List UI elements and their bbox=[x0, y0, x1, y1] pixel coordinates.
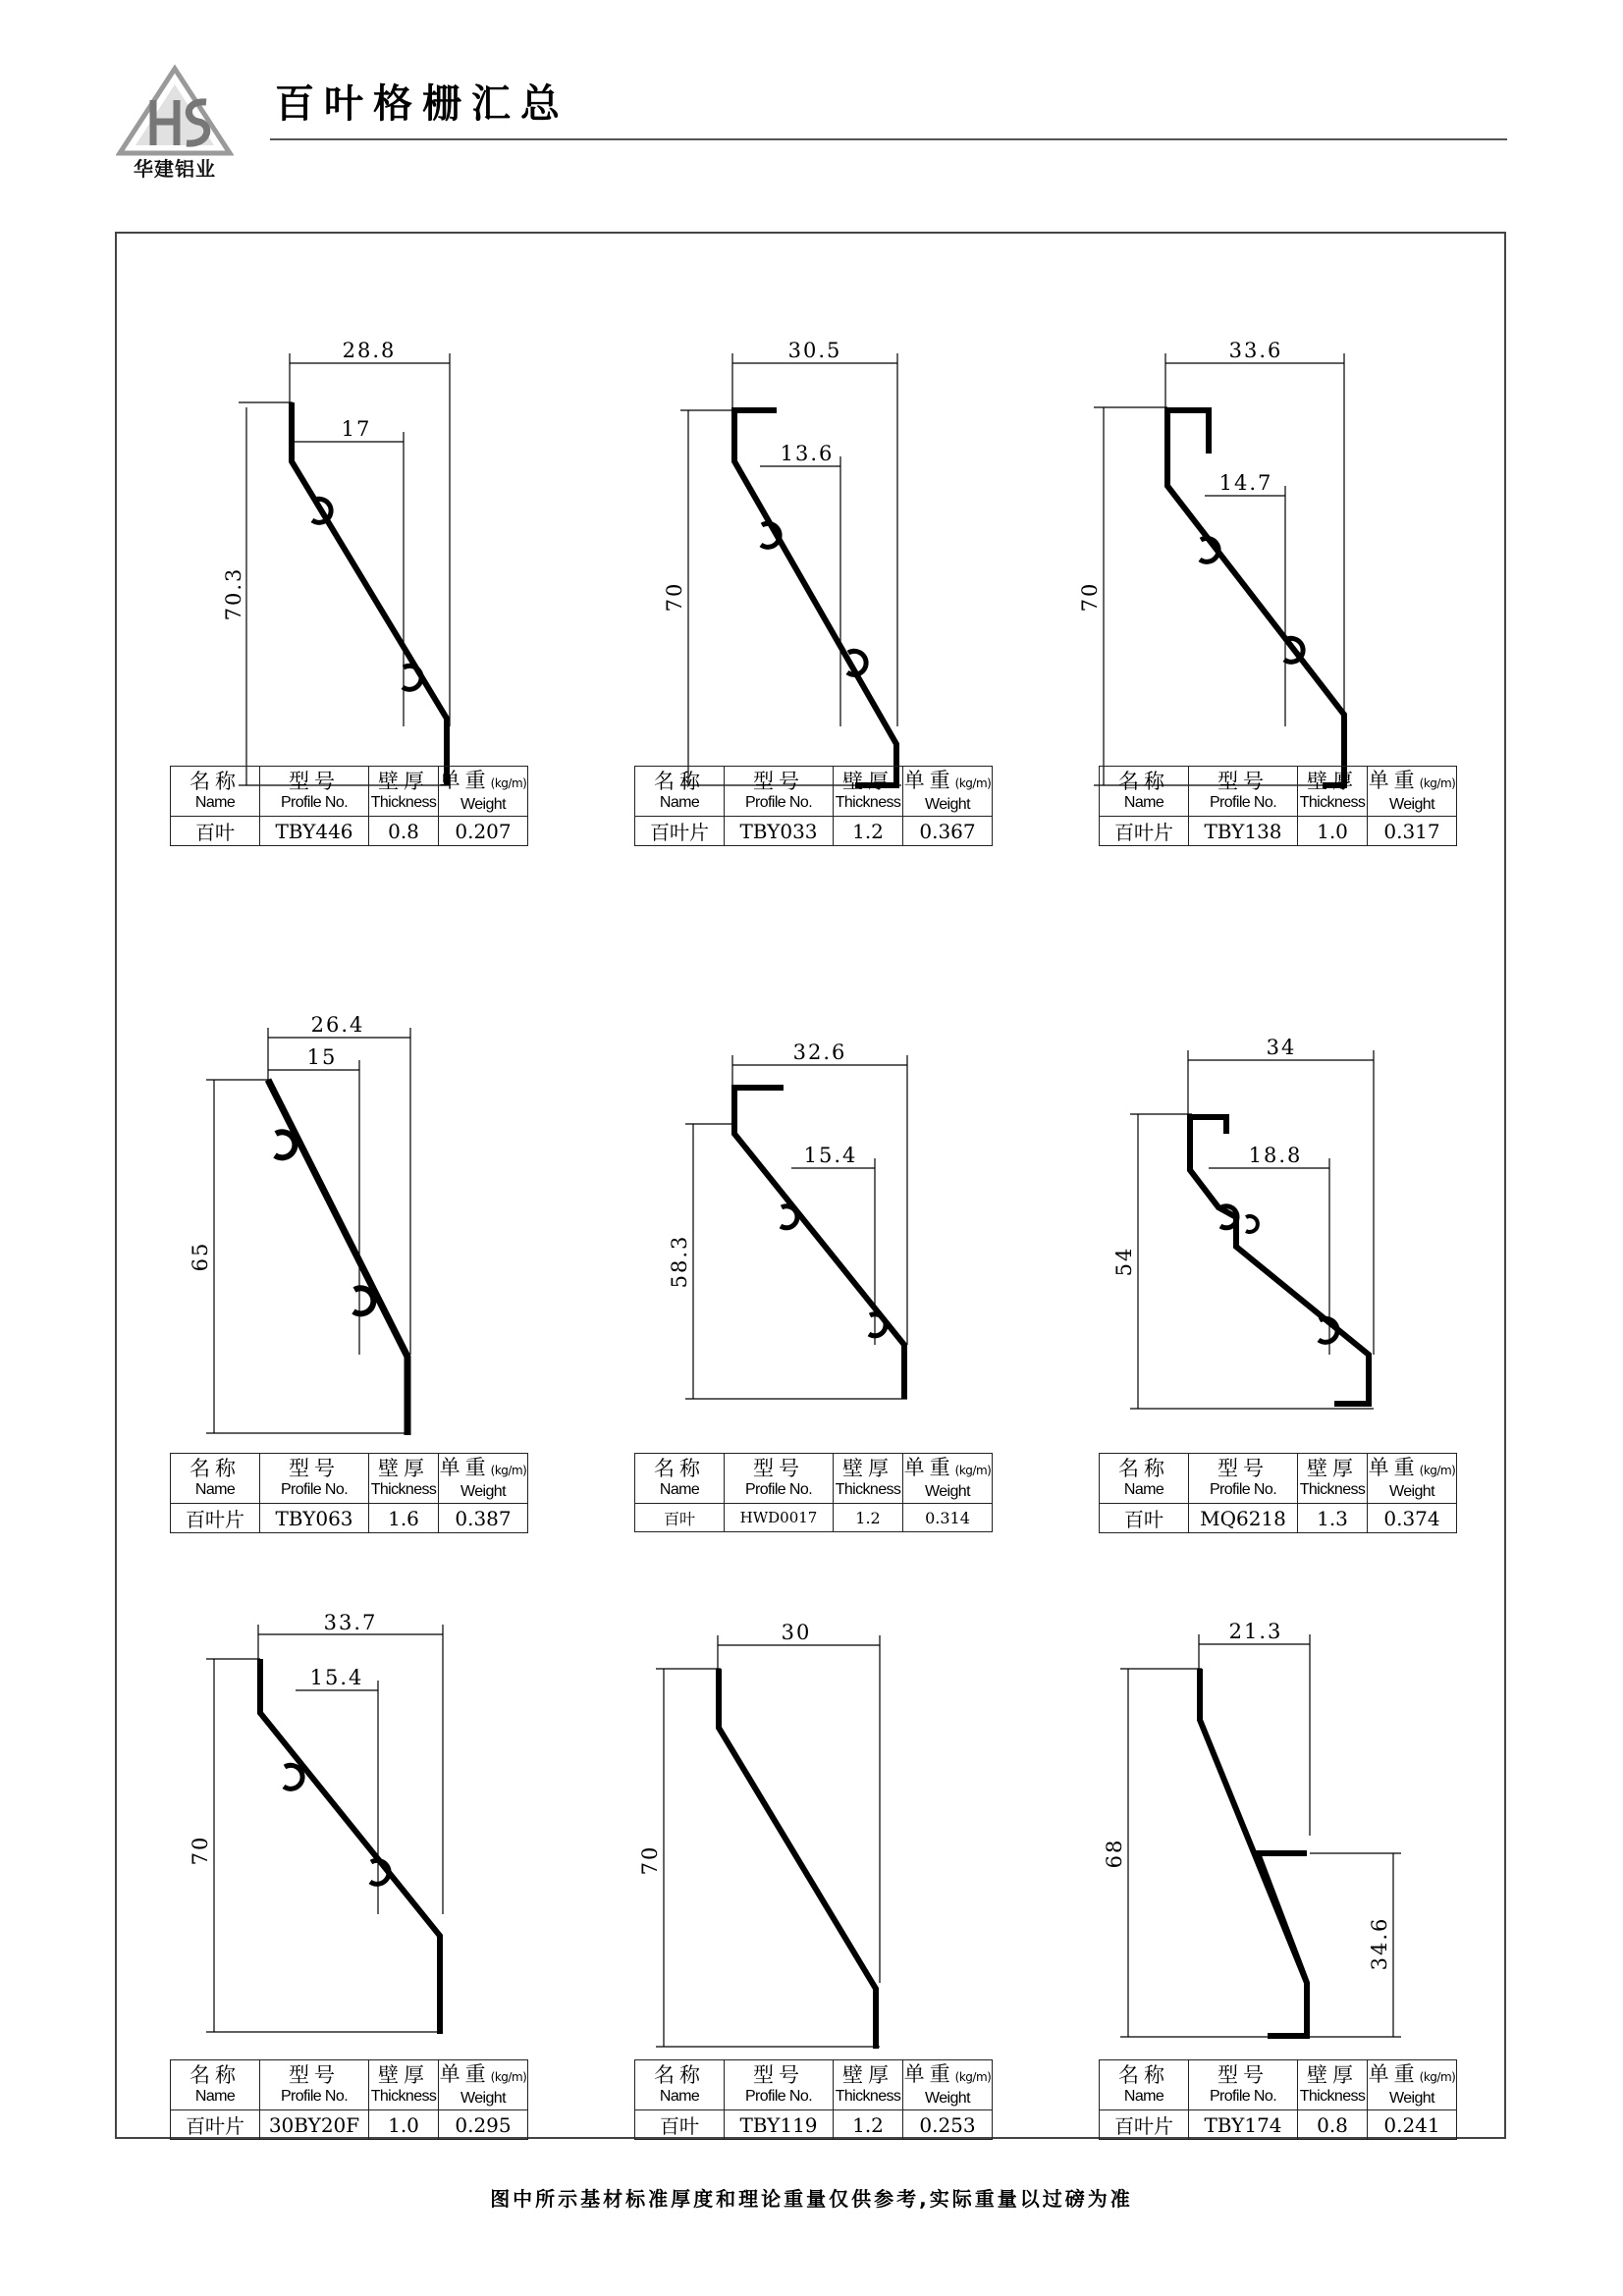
col-name-header: 名称 Name bbox=[635, 767, 725, 817]
dim-right: 34.6 bbox=[1368, 1916, 1391, 1971]
dim-height: 70 bbox=[663, 581, 686, 613]
cell-weight: 0.317 bbox=[1368, 817, 1457, 846]
cell-profile-no: TBY446 bbox=[260, 817, 369, 846]
cell-name: 百叶片 bbox=[171, 2110, 260, 2140]
cell-name: 百叶 bbox=[635, 1504, 725, 1532]
col-weight-header: 单重(kg/m) Weight bbox=[439, 2060, 528, 2110]
profile-drawing bbox=[634, 1021, 1066, 1414]
col-weight-header: 单重(kg/m) Weight bbox=[1368, 1454, 1457, 1504]
profile-drawing bbox=[1099, 1620, 1531, 2022]
cell-weight: 0.367 bbox=[903, 817, 993, 846]
col-profile-header: 型号 Profile No. bbox=[260, 1454, 369, 1504]
profile-drawing bbox=[1078, 334, 1531, 726]
col-thickness-header: 壁厚 Thickness bbox=[369, 2060, 439, 2110]
col-profile-header: 型号 Profile No. bbox=[725, 2060, 834, 2110]
col-thickness-header: 壁厚 Thickness bbox=[1298, 1454, 1368, 1504]
dim-width: 21.3 bbox=[1228, 1620, 1283, 1643]
col-weight-header: 单重(kg/m) Weight bbox=[439, 767, 528, 817]
cell-profile-no: TBY063 bbox=[260, 1504, 369, 1533]
cell-weight: 0.387 bbox=[439, 1504, 528, 1533]
col-name-header: 名称 Name bbox=[171, 2060, 260, 2110]
cell-name: 百叶片 bbox=[1100, 2110, 1189, 2140]
profile-card-tby033 bbox=[634, 334, 1066, 883]
dim-height: 70 bbox=[1078, 581, 1102, 613]
dim-height: 70 bbox=[189, 1835, 212, 1866]
spec-table bbox=[634, 1453, 993, 1532]
dim-width: 26.4 bbox=[310, 1013, 365, 1037]
profile-card-tby119 bbox=[634, 1621, 1066, 2179]
dim-height: 54 bbox=[1112, 1246, 1136, 1277]
cell-profile-no: MQ6218 bbox=[1189, 1504, 1298, 1533]
col-thickness-header: 壁厚 Thickness bbox=[369, 1454, 439, 1504]
col-name-header: 名称 Name bbox=[635, 1454, 725, 1504]
spec-table bbox=[634, 766, 993, 846]
col-name-header: 名称 Name bbox=[635, 2060, 725, 2110]
footnote: 图中所示基材标准厚度和理论重量仅供参考,实际重量以过磅为准 bbox=[490, 2187, 1133, 2211]
spec-table bbox=[170, 766, 528, 846]
col-profile-header: 型号 Profile No. bbox=[1189, 767, 1298, 817]
cell-name: 百叶 bbox=[635, 2110, 725, 2140]
page-title: 百叶格栅汇总 bbox=[275, 81, 569, 127]
profile-card-tby446 bbox=[170, 334, 602, 883]
dim-width: 33.6 bbox=[1228, 339, 1283, 362]
col-profile-header: 型号 Profile No. bbox=[1189, 2060, 1298, 2110]
cell-weight: 0.374 bbox=[1368, 1504, 1457, 1533]
dim-inner: 14.7 bbox=[1218, 471, 1273, 495]
profile-card-30by20f bbox=[170, 1611, 602, 2179]
cell-name: 百叶 bbox=[1100, 1504, 1189, 1533]
spec-table bbox=[1099, 1453, 1457, 1533]
cell-thickness: 1.2 bbox=[834, 2110, 903, 2140]
col-weight-header: 单重(kg/m) Weight bbox=[1368, 767, 1457, 817]
dim-inner: 18.8 bbox=[1248, 1144, 1303, 1167]
cell-thickness: 1.0 bbox=[1298, 817, 1368, 846]
cell-thickness: 0.8 bbox=[369, 817, 439, 846]
col-profile-header: 型号 Profile No. bbox=[260, 2060, 369, 2110]
cell-thickness: 1.3 bbox=[1298, 1504, 1368, 1533]
cell-thickness: 1.0 bbox=[369, 2110, 439, 2140]
profile-card-tby138 bbox=[1078, 334, 1531, 883]
cell-name: 百叶片 bbox=[171, 1504, 260, 1533]
dim-width: 33.7 bbox=[323, 1611, 378, 1634]
profile-drawing bbox=[170, 1013, 602, 1414]
dim-inner: 15.4 bbox=[803, 1144, 858, 1167]
cell-thickness: 1.2 bbox=[834, 1504, 903, 1532]
spec-table bbox=[170, 1453, 528, 1533]
dim-width: 30 bbox=[781, 1621, 812, 1644]
cell-weight: 0.207 bbox=[439, 817, 528, 846]
col-thickness-header: 壁厚 Thickness bbox=[1298, 767, 1368, 817]
header-divider bbox=[270, 138, 1507, 140]
col-name-header: 名称 Name bbox=[171, 1454, 260, 1504]
col-thickness-header: 壁厚 Thickness bbox=[834, 767, 903, 817]
col-weight-header: 单重(kg/m) Weight bbox=[903, 767, 993, 817]
cell-weight: 0.295 bbox=[439, 2110, 528, 2140]
dim-height: 70.3 bbox=[222, 566, 245, 621]
cell-profile-no: 30BY20F bbox=[260, 2110, 369, 2140]
spec-table bbox=[634, 2059, 993, 2140]
dim-height: 68 bbox=[1103, 1838, 1126, 1869]
col-name-header: 名称 Name bbox=[1100, 1454, 1189, 1504]
dim-width: 30.5 bbox=[787, 339, 842, 362]
dim-inner: 13.6 bbox=[780, 442, 835, 465]
cell-profile-no: TBY119 bbox=[725, 2110, 834, 2140]
cell-profile-no: TBY174 bbox=[1189, 2110, 1298, 2140]
cell-thickness: 1.2 bbox=[834, 817, 903, 846]
profile-card-hwd0017 bbox=[634, 1021, 1066, 1571]
cell-weight: 0.241 bbox=[1368, 2110, 1457, 2140]
profile-drawing bbox=[1099, 1021, 1531, 1414]
col-profile-header: 型号 Profile No. bbox=[725, 1454, 834, 1504]
col-name-header: 名称 Name bbox=[171, 767, 260, 817]
cell-weight: 0.314 bbox=[903, 1504, 993, 1532]
dim-inner: 15.4 bbox=[309, 1666, 364, 1689]
dim-height: 58.3 bbox=[668, 1234, 691, 1289]
cell-profile-no: TBY138 bbox=[1189, 817, 1298, 846]
spec-table bbox=[1099, 766, 1457, 846]
dim-inner: 17 bbox=[341, 417, 372, 441]
dim-height: 70 bbox=[638, 1844, 662, 1876]
cell-profile-no: HWD0017 bbox=[725, 1504, 834, 1532]
col-weight-header: 单重(kg/m) Weight bbox=[903, 2060, 993, 2110]
cell-weight: 0.253 bbox=[903, 2110, 993, 2140]
col-profile-header: 型号 Profile No. bbox=[260, 767, 369, 817]
col-profile-header: 型号 Profile No. bbox=[725, 767, 834, 817]
cell-name: 百叶片 bbox=[635, 817, 725, 846]
cell-profile-no: TBY033 bbox=[725, 817, 834, 846]
profile-card-mq6218 bbox=[1099, 1021, 1531, 1571]
profile-card-tby174 bbox=[1099, 1620, 1531, 2179]
dim-height: 65 bbox=[189, 1241, 212, 1272]
dim-inner: 15 bbox=[306, 1045, 338, 1069]
dim-width: 28.8 bbox=[342, 339, 397, 362]
cell-name: 百叶片 bbox=[1100, 817, 1189, 846]
cell-thickness: 0.8 bbox=[1298, 2110, 1368, 2140]
col-name-header: 名称 Name bbox=[1100, 767, 1189, 817]
cell-name: 百叶 bbox=[171, 817, 260, 846]
col-thickness-header: 壁厚 Thickness bbox=[1298, 2060, 1368, 2110]
col-thickness-header: 壁厚 Thickness bbox=[834, 2060, 903, 2110]
spec-table bbox=[170, 2059, 528, 2140]
dim-width: 32.6 bbox=[792, 1041, 847, 1064]
col-weight-header: 单重(kg/m) Weight bbox=[439, 1454, 528, 1504]
col-profile-header: 型号 Profile No. bbox=[1189, 1454, 1298, 1504]
col-weight-header: 单重(kg/m) Weight bbox=[903, 1454, 993, 1504]
col-thickness-header: 壁厚 Thickness bbox=[369, 767, 439, 817]
spec-table bbox=[1099, 2059, 1457, 2140]
dim-width: 34 bbox=[1266, 1036, 1297, 1059]
cell-thickness: 1.6 bbox=[369, 1504, 439, 1533]
col-name-header: 名称 Name bbox=[1100, 2060, 1189, 2110]
col-weight-header: 单重(kg/m) Weight bbox=[1368, 2060, 1457, 2110]
profile-card-tby063 bbox=[170, 1013, 602, 1571]
profile-drawing bbox=[170, 1611, 602, 2022]
col-thickness-header: 壁厚 Thickness bbox=[834, 1454, 903, 1504]
profile-drawing bbox=[634, 334, 1066, 726]
profile-drawing bbox=[170, 334, 602, 726]
profile-drawing bbox=[634, 1621, 1066, 2022]
logo-text: 华建铝业 bbox=[134, 157, 216, 181]
